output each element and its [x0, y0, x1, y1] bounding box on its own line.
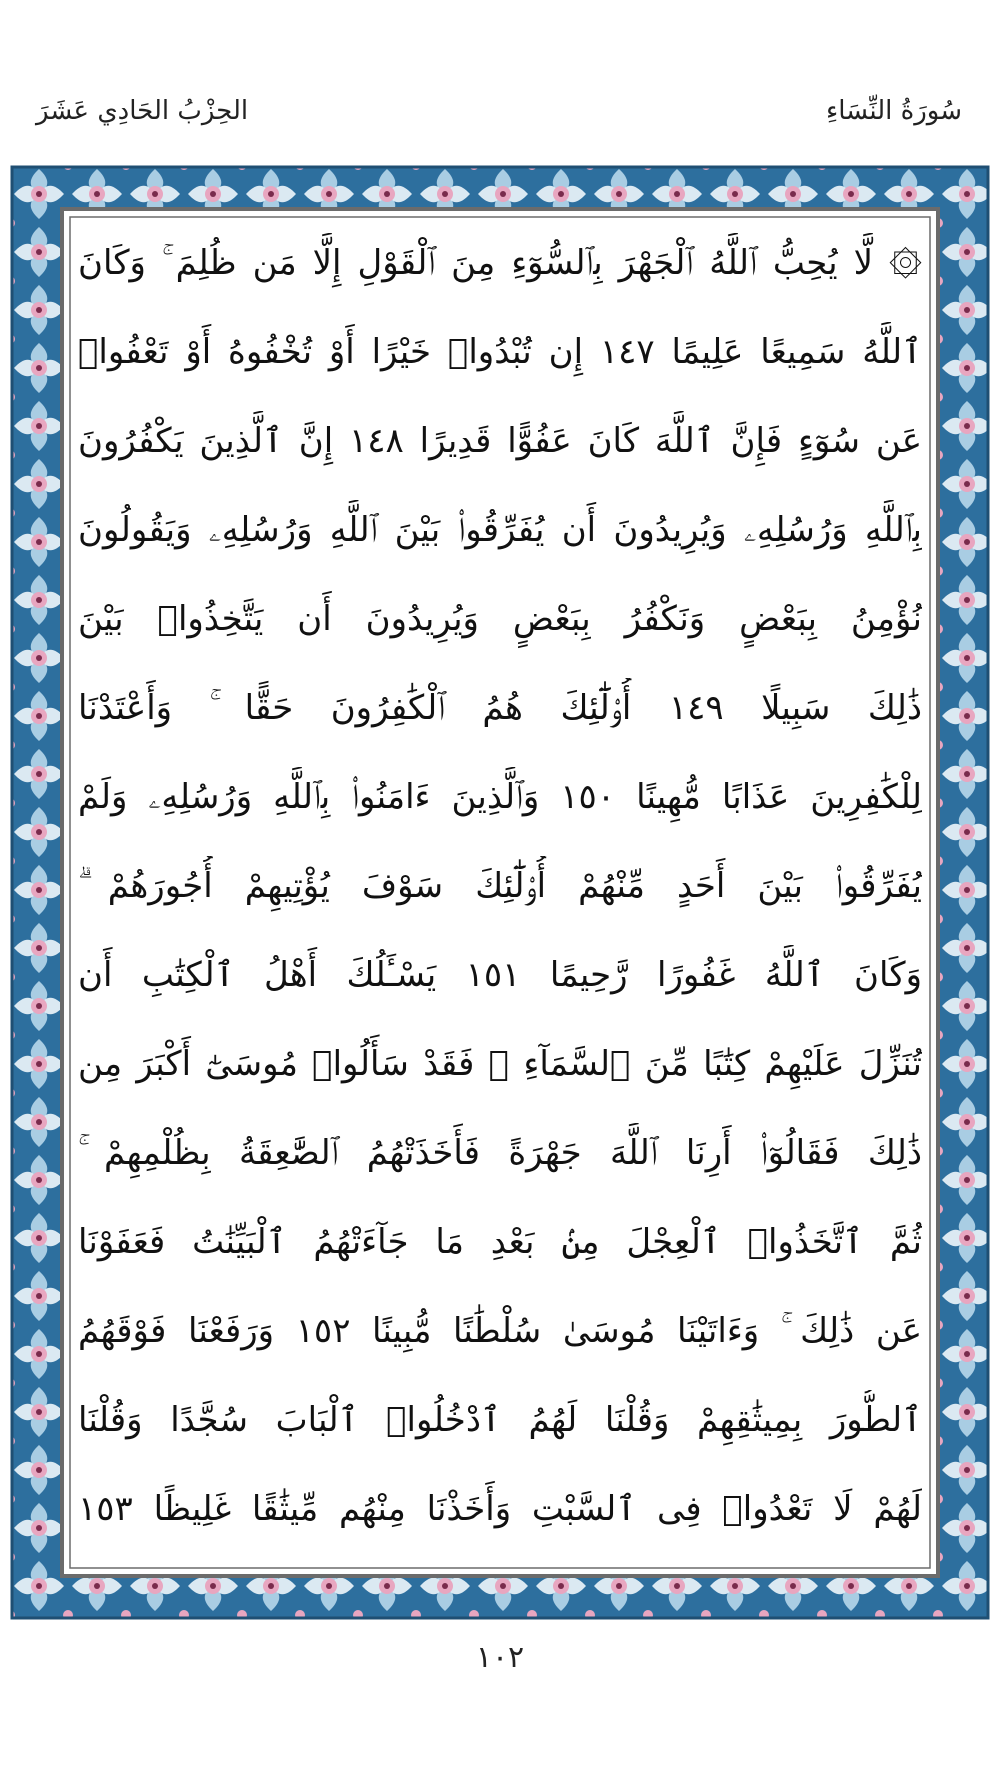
text-line: عَن سُوٓءٍ فَإِنَّ ٱللَّهَ كَانَ عَفُوًّا قَدِيرًا ١٤٨ إِنَّ ٱلَّذِينَ يَكْفُرُونَ: [78, 421, 922, 461]
page-number: ١٠٢: [475, 1640, 525, 1675]
text-line: ٱلطُّورَ بِمِيثَٰقِهِمْ وَقُلْنَا لَهُمُ ٱدْخُلُوا۟ ٱلْبَابَ سُجَّدًا وَقُلْنَا: [78, 1400, 922, 1440]
text-line: تُنَزِّلَ عَلَيْهِمْ كِتَٰبًا مِّنَ ٱلسَّمَآءِ ۚ فَقَدْ سَأَلُوا۟ مُوسَىٰٓ أَكْبَرَ مِن: [78, 1044, 922, 1084]
text-line: بِٱللَّهِ وَرُسُلِهِۦ وَيُرِيدُونَ أَن يُفَرِّقُوا۟ بَيْنَ ٱللَّهِ وَرُسُلِهِۦ وَيَقُولُونَ: [78, 510, 922, 550]
text-line: ثُمَّ ٱتَّخَذُوا۟ ٱلْعِجْلَ مِنۢ بَعْدِ مَا جَآءَتْهُمُ ٱلْبَيِّنَٰتُ فَعَفَوْنَا: [78, 1222, 922, 1262]
text-line: ذَٰلِكَ سَبِيلًا ١٤٩ أُو۟لَٰٓئِكَ هُمُ ٱلْكَٰفِرُونَ حَقًّا ۚ وَأَعْتَدْنَا: [78, 688, 922, 728]
text-line: نُؤْمِنُ بِبَعْضٍ وَنَكْفُرُ بِبَعْضٍ وَيُرِيدُونَ أَن يَتَّخِذُوا۟ بَيْنَ: [78, 599, 922, 639]
page-header: [24, 88, 976, 144]
text-line: يُفَرِّقُوا۟ بَيْنَ أَحَدٍ مِّنْهُمْ أُو۟لَٰٓئِكَ سَوْفَ يُؤْتِيهِمْ أُجُورَهُمْ ۗ: [78, 866, 922, 906]
text-line: ذَٰلِكَ فَقَالُوٓا۟ أَرِنَا ٱللَّهَ جَهْرَةً فَأَخَذَتْهُمُ ٱلصَّٰعِقَةُ بِظُلْمِهِمْ ۚ: [78, 1133, 922, 1173]
hizb-title: الحِزْبُ الحَادِي عَشَرَ: [36, 96, 249, 126]
surah-title: سُورَةُ النِّسَاءِ: [826, 96, 962, 126]
text-line: ۞ لَّا يُحِبُّ ٱللَّهُ ٱلْجَهْرَ بِٱلسُّوٓءِ مِنَ ٱلْقَوْلِ إِلَّا مَن ظُلِمَ ۚ وَكَانَ: [78, 243, 922, 283]
text-line: ٱللَّهُ سَمِيعًا عَلِيمًا ١٤٧ إِن تُبْدُوا۟ خَيْرًا أَوْ تُخْفُوهُ أَوْ تَعْفُوا۟: [78, 332, 922, 372]
text-line: عَن ذَٰلِكَ ۚ وَءَاتَيْنَا مُوسَىٰ سُلْطَٰنًا مُّبِينًا ١٥٢ وَرَفَعْنَا فَوْقَهُمُ: [78, 1311, 922, 1351]
text-line: لَهُمْ لَا تَعْدُوا۟ فِى ٱلسَّبْتِ وَأَخَذْنَا مِنْهُم مِّيثَٰقًا غَلِيظًا ١٥٣: [78, 1489, 922, 1529]
text-line: لِلْكَٰفِرِينَ عَذَابًا مُّهِينًا ١٥٠ وَٱلَّذِينَ ءَامَنُوا۟ بِٱللَّهِ وَرُسُلِهِۦ وَلَمْ: [78, 777, 922, 817]
text-line: وَكَانَ ٱللَّهُ غَفُورًا رَّحِيمًا ١٥١ يَسْـَٔلُكَ أَهْلُ ٱلْكِتَٰبِ أَن: [78, 955, 922, 995]
quran-text-block: [78, 227, 922, 1562]
